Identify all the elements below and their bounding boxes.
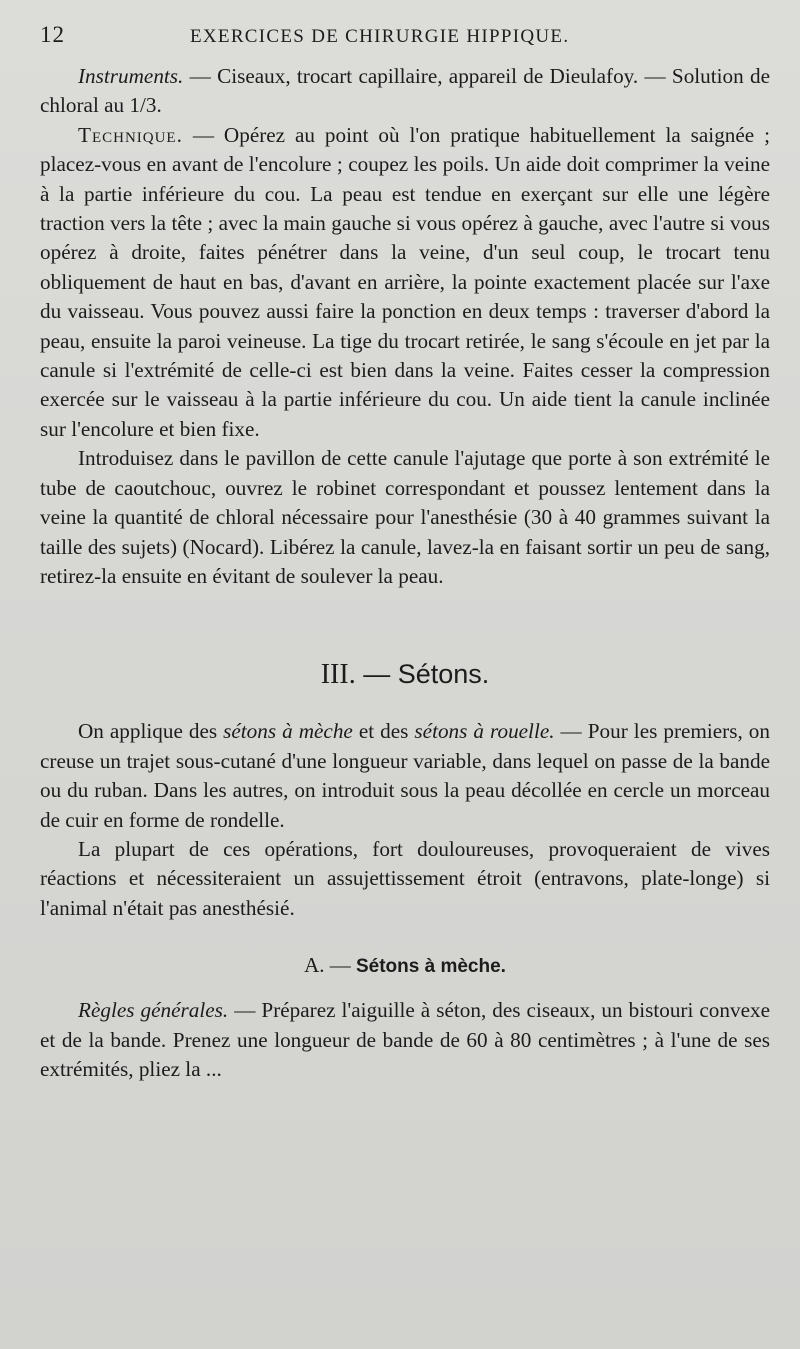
- setons-meche-term: sétons à mèche: [223, 719, 353, 744]
- running-head: [40, 22, 770, 62]
- running-title: EXERCICES DE CHIRURGIE HIPPIQUE.: [190, 26, 570, 47]
- regles-text: — Préparez l'aiguille à séton, des ciseaux, un bistouri convexe et de la bande. Prenez une longueur de bande de 60 à 80 centimètres ; à l'une de ses extrémités, pliez la ...: [40, 998, 770, 1081]
- technique-text: — Opérez au point où l'on pratique habituellement la saignée ; placez-vous en avant de l'encolure ; coupez les poils. Un aide doit comprimer la veine à la partie inférieure du cou. La peau est tendue en exerçant sur elle une légère traction vers la tête ; avec la main gauche si vous opérez à gauche, avec l'autre si vous opérez à droite, faites pénétrer dans la veine, d'un seul coup, le trocart tenu obliquement de haut en bas, d'avant en arrière, la pointe exactement placée sur l'axe du vaisseau. Vous pouvez aussi faire la ponction en deux temps : traverser d'abord la peau, ensuite la paroi veineuse. La tige du trocart retirée, le sang s'écoule en jet par la canule si l'extrémité de celle-ci est bien dans la veine. Faites cesser la compression exercée sur le vaisseau à la partie inférieure du cou. Un aide tient la canule inclinée sur l'encolure et bien fixe.: [40, 122, 770, 441]
- setons-rouelle-term: sétons à rouelle.: [414, 719, 555, 744]
- setons-t1: On applique des: [78, 719, 224, 744]
- subsection-title: Sétons à mèche.: [355, 956, 506, 978]
- instruments-lead: Instruments.: [78, 64, 184, 88]
- page-number: 12: [40, 22, 65, 47]
- section-title: — Sétons.: [355, 659, 490, 690]
- paragraph-technique: [40, 121, 770, 444]
- regles-lead: Règles générales.: [78, 998, 229, 1023]
- paragraph-regles: [40, 996, 770, 1084]
- section-heading: [40, 659, 770, 691]
- injection-text: Introduisez dans le pavillon de cette canule l'ajutage que porte à son extrémité le tube de caoutchouc, ouvrez le robinet correspondant et poussez lentement dans la veine la quantité de chloral nécessaire pour l'anesthésie (30 à 40 grammes suivant la taille des sujets) (Nocard). Libérez la canule, lavez-la en faisant sortir un peu de sang, retirez-la ensuite en évitant de soulever la peau.: [40, 446, 770, 588]
- subsection-heading: [40, 953, 770, 978]
- setons-t3: — Pour les premiers, on creuse un trajet sous-cutané d'une longueur variable, dans lequel on passe de la bande ou du ruban. Dans les autres, on introduit sous la peau décollée en cercle un morceau de cuir en forme de rondelle.: [40, 719, 770, 832]
- paragraph-instruments: [40, 62, 770, 121]
- subsection-letter: A. —: [304, 953, 356, 978]
- paragraph-operations: [40, 835, 770, 923]
- paragraph-injection: [40, 444, 770, 591]
- technique-lead: Technique.: [78, 122, 183, 147]
- setons-t2: et des: [352, 719, 415, 744]
- operations-text: La plupart de ces opérations, fort douloureuses, provoqueraient de vives réactions et nécessiteraient un assujettissement étroit (entravons, plate-longe) si l'animal n'était pas anesthésié.: [40, 836, 770, 920]
- instruments-text: — Ciseaux, trocart capillaire, appareil de Dieulafoy. — Solution de chloral au 1/3.: [40, 64, 770, 118]
- paragraph-setons-intro: [40, 717, 770, 835]
- section-numeral: III.: [320, 659, 356, 691]
